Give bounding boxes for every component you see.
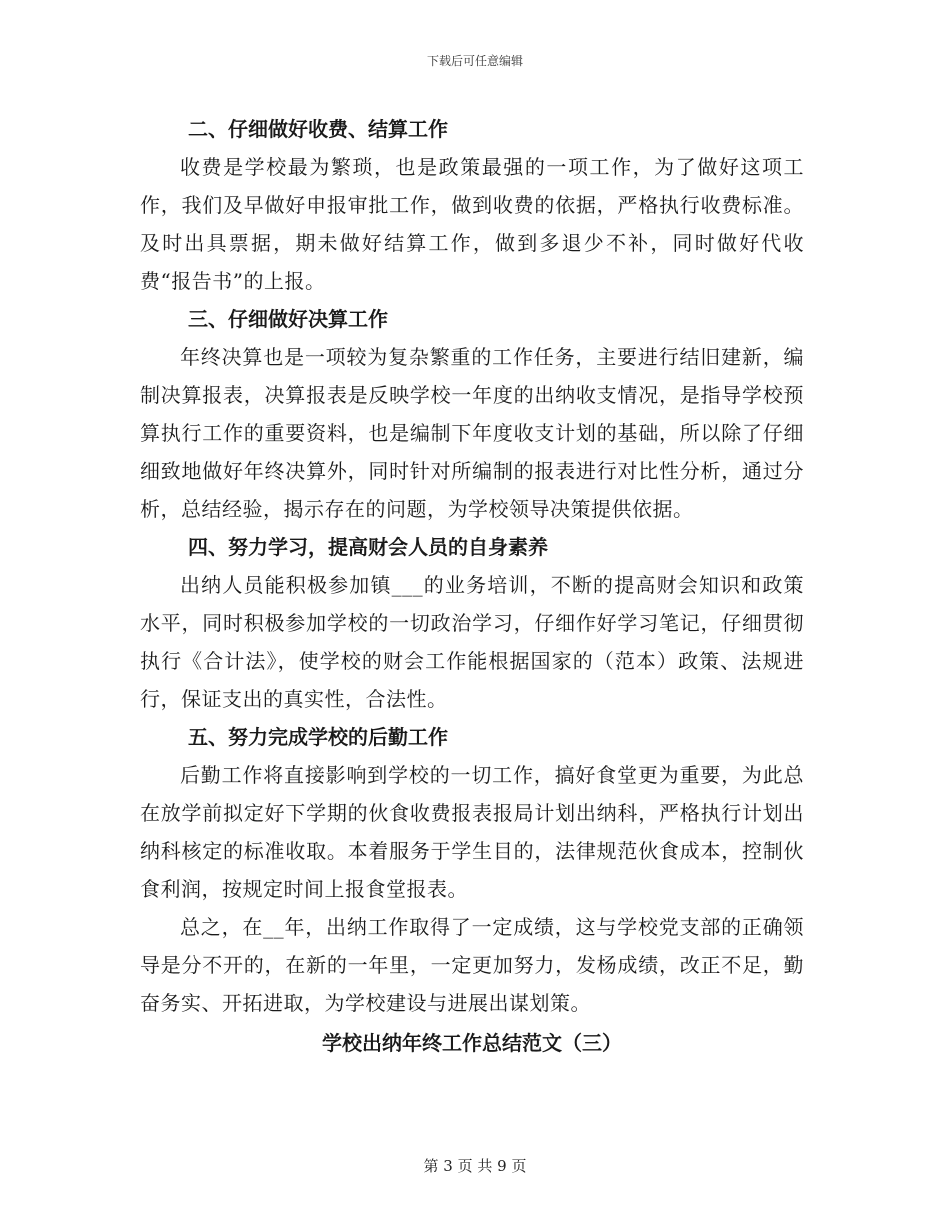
section-heading-4: 四、努力学习，提高财会人员的自身素养 xyxy=(188,535,548,559)
section-heading-3: 三、仔细做好决算工作 xyxy=(188,307,388,331)
section-paragraph-2: 收费是学校最为繁琐，也是政策最强的一项工作，为了做好这项工作，我们及早做好申报审批工作，做到收费的依据，严格执行收费标准。及时出具票据，期未做好结算工作，做到多退少不补，同时做好代收费“报告书”的上报。 xyxy=(140,155,804,293)
section-paragraph-5: 后勤工作将直接影响到学校的一切工作，搞好食堂更为重要，为此总在放学前拟定好下学期的伙食收费报表报局计划出纳科，严格执行计划出纳科核定的标准收取。本着服务于学生目的，法律规范伙食成本，控制伙食利润，按规定时间上报食堂报表。 xyxy=(140,763,804,901)
conclusion-paragraph: 总之，在__年，出纳工作取得了一定成绩，这与学校党支部的正确领导是分不开的，在新的一年里，一定更加努力，发杨成绩，改正不足，勤奋务实、开拓进取，为学校建设与进展出谋划策。 xyxy=(140,915,804,1015)
section-paragraph-3: 年终决算也是一项较为复杂繁重的工作任务，主要进行结旧建新，编制决算报表，决算报表是反映学校一年度的出纳收支情况，是指导学校预算执行工作的重要资料，也是编制下年度收支计划的基础，所以除了仔细细致地做好年终决算外，同时针对所编制的报表进行对比性分析，通过分析，总结经验，揭示存在的问题，为学校领导决策提供依据。 xyxy=(140,345,804,521)
section-heading-2: 二、仔细做好收费、结算工作 xyxy=(188,117,448,141)
page-header: 下载后可任意编辑 xyxy=(426,54,523,68)
document-body xyxy=(140,110,804,1062)
page-number-footer: 第 3 页 共 9 页 xyxy=(423,1157,527,1175)
next-article-title: 学校出纳年终工作总结范文（三） xyxy=(322,1031,622,1055)
section-paragraph-4: 出纳人员能积极参加镇___的业务培训，不断的提高财会知识和政策水平，同时积极参加学校的一切政治学习，仔细作好学习笔记，仔细贯彻执行《合计法》，使学校的财会工作能根据国家的（范本）政策、法规进行，保证支出的真实性，合法性。 xyxy=(140,573,804,711)
section-heading-5: 五、努力完成学校的后勤工作 xyxy=(188,725,448,749)
